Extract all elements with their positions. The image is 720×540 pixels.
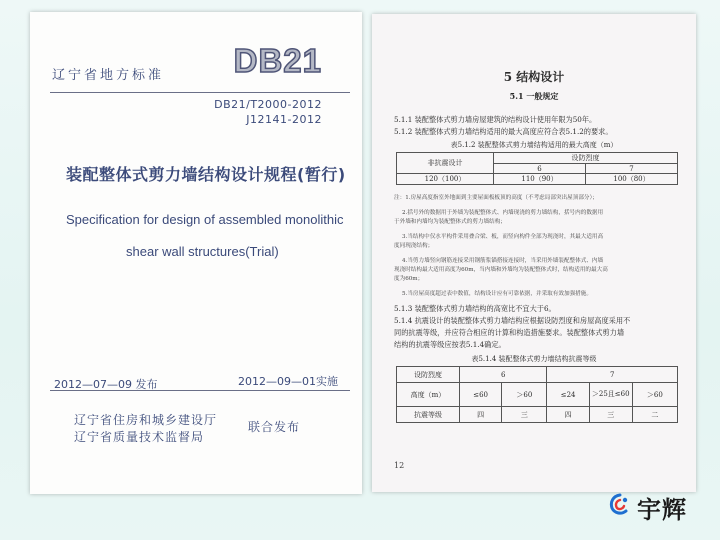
note-line: 5.当房屋高度超过表中数值，结构设计应有可靠依据，并采取有效加强措施。 [402,291,592,297]
table-cell: ≤24 [547,383,589,407]
db-code-logo: DB21 [233,42,322,79]
page-number: 12 [394,461,405,470]
clause-5-1-2: 5.1.2 装配整体式剪力墙结构适用的最大高度应符合表5.1.2的要求。 [394,127,613,136]
release-date: 2012—07—09 发布 [54,378,158,391]
clause-5-1-4: 5.1.4 抗震设计的装配整体式剪力墙结构应根据设防烈度和房屋高度采用不 [394,316,631,325]
cover-page [30,12,362,494]
note-line: 2.括号外的数据用于外墙为装配整体式、内墙现浇的剪力墙结构，括号内的数据用 [402,210,604,216]
seismic-grade-table [396,366,678,423]
table-header: 6 [494,164,586,174]
note-line: 度同现浇结构； [394,243,434,249]
divider [50,390,350,391]
cover-english-title-line1: Specification for design of assembled monolithic [66,212,344,227]
record-code: J12141-2012 [246,113,322,126]
table-header: 7 [547,367,678,383]
table-cell: ≤60 [460,383,502,407]
note-line: 注：1.房屋高度指室外地面到主要屋面板板顶的高度（不考虑局部突出屋顶部分）； [394,195,598,201]
max-height-table [396,152,678,185]
swirl-logo-icon [607,492,633,518]
table-cell: 110（90） [494,174,586,185]
table-cell: 三 [589,407,632,423]
table-cell: 三 [502,407,547,423]
inner-page [372,14,696,492]
joint-release: 联合发布 [248,420,301,434]
table-header: 设防烈度 [494,153,678,164]
table-header: 非抗震设计 [397,153,494,174]
cover-title: 装配整体式剪力墙结构设计规程(暂行) [66,165,346,184]
table1-caption: 表5.1.2 装配整体式剪力墙结构适用的最大高度（m） [450,141,618,149]
note-line: 度为60m； [394,276,424,282]
note-line: 于外墙和内墙均为装配整体式的剪力墙结构； [394,219,506,225]
table-cell: 120（100） [397,174,494,185]
table-header: 设防烈度 [397,367,460,383]
table-cell: ＞60 [632,383,677,407]
cover-english-title-line2: shear wall structures(Trial) [126,244,279,259]
standard-code: DB21/T2000-2012 [214,98,322,111]
brand-logo [607,488,707,524]
effective-date: 2012—09—01实施 [238,375,338,388]
clause-5-1-4-cont: 同的抗震等级，并应符合相应的计算和构造措施要求。装配整体式剪力墙 [394,328,625,337]
clause-5-1-4-cont: 结构的抗震等级应按表5.1.4确定。 [394,340,506,349]
table-cell: 二 [632,407,677,423]
publisher-2: 辽宁省质量技术监督局 [74,430,205,444]
note-line: 现浇时结构最大适用高度为60m，当内墙和外墙均为装配整体式时，结构适用的最大高 [394,267,608,273]
table-header: 高度（m） [397,383,460,407]
publisher-1: 辽宁省住房和城乡建设厅 [74,413,218,427]
table-cell: ＞25且≤60 [589,383,632,407]
clause-5-1-1: 5.1.1 装配整体式剪力墙房屋建筑的结构设计使用年限为50年。 [394,115,597,124]
brand-name: 宇辉 [637,496,687,524]
section-title: 5.1 一般规定 [509,91,559,101]
table2-caption: 表5.1.4 装配整体式剪力墙结构抗震等级 [471,355,597,363]
note-line: 3.当结构中仅水平构件采用叠合梁、板，而竖向构件全部为现浇时，其最大适用高 [402,234,604,240]
table-header: 抗震等级 [397,407,460,423]
divider [50,92,350,93]
clause-5-1-3: 5.1.3 装配整体式剪力墙结构的高宽比不宜大于6。 [394,304,556,313]
table-header: 7 [586,164,678,174]
standard-header: 辽宁省地方标准 [52,68,165,83]
table-header: 6 [460,367,547,383]
table-cell: 100（80） [586,174,678,185]
chapter-title: 5 结构设计 [503,70,565,84]
table-cell: ＞60 [502,383,547,407]
table-cell: 四 [460,407,502,423]
table-cell: 四 [547,407,589,423]
note-line: 4.当剪力墙竖向钢筋连接采用钢筋浆锚搭接连接时，当采用外墙装配整体式、内墙 [402,258,604,264]
